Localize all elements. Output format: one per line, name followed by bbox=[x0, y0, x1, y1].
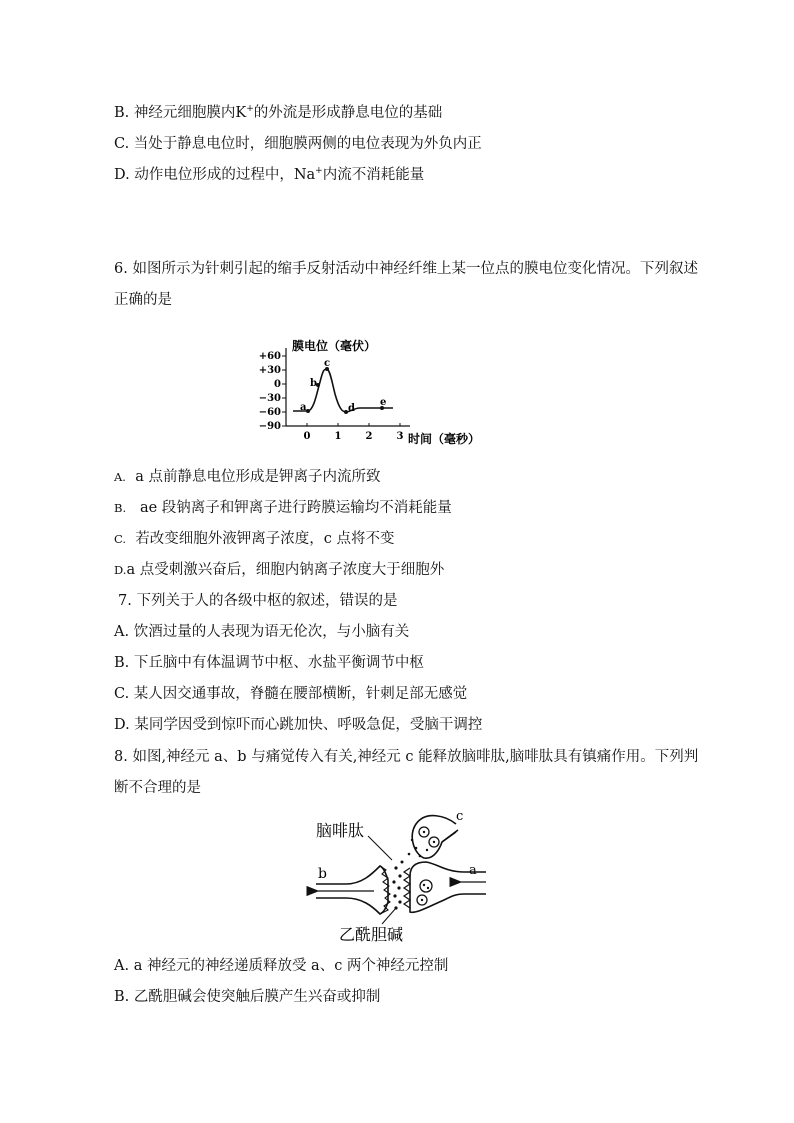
graph-label-d: d bbox=[348, 403, 355, 414]
graph-label-a: a bbox=[300, 402, 307, 413]
q6-option-b bbox=[114, 498, 452, 518]
q5-option-d-text: D. 动作电位形成的过程中，Na bbox=[114, 167, 316, 183]
q6-option-d-text: a 点受刺激兴奋后，细胞内钠离子浓度大于细胞外 bbox=[126, 562, 445, 578]
presynaptic-membrane bbox=[404, 868, 410, 908]
neurotransmitter-dots bbox=[392, 861, 403, 910]
graph-y-tick: −90 bbox=[258, 421, 281, 432]
q5-option-b-text: B. 神经元细胞膜内K bbox=[114, 105, 247, 121]
enkephalin-pointer bbox=[368, 836, 392, 860]
q6-option-a bbox=[114, 467, 380, 487]
graph-y-tick: −30 bbox=[258, 393, 281, 404]
q5-option-b-text-end: 的外流是形成静息电位的基础 bbox=[253, 105, 443, 121]
q6-option-d bbox=[114, 560, 444, 580]
q6-option-d-letter: D. bbox=[114, 563, 127, 577]
membrane-potential-curve bbox=[293, 369, 393, 412]
q6-option-a-letter: A. bbox=[114, 470, 126, 484]
q5-option-d bbox=[114, 165, 424, 185]
neuron-c-label: c bbox=[456, 809, 464, 824]
graph-y-tick: 0 bbox=[274, 379, 281, 390]
graph-x-title: 时间（毫秒） bbox=[408, 432, 481, 446]
q8-stem-line2: 断不合理的是 bbox=[114, 780, 201, 796]
q6-option-c-letter: C. bbox=[114, 532, 127, 546]
q5-option-c: C. 当处于静息电位时，细胞膜两侧的电位表现为外负内正 bbox=[114, 136, 482, 152]
q8-option-b: B. 乙酰胆碱会使突触后膜产生兴奋或抑制 bbox=[114, 989, 381, 1005]
graph-y-tick: +60 bbox=[258, 351, 281, 362]
q7-option-a: A. 饮酒过量的人表现为语无伦次，与小脑有关 bbox=[114, 624, 410, 640]
q7-option-b: B. 下丘脑中有体温调节中枢、水盐平衡调节中枢 bbox=[114, 655, 424, 671]
membrane-potential-graph bbox=[250, 332, 520, 450]
q6-option-b-text: ae 段钠离子和钾离子进行跨膜运输均不消耗能量 bbox=[139, 500, 452, 516]
neuron-a-label: a bbox=[469, 863, 477, 878]
q6-option-c bbox=[114, 529, 395, 549]
graph-x-tick: 2 bbox=[365, 431, 373, 442]
q5-option-d-sup: + bbox=[315, 166, 323, 177]
graph-label-c: c bbox=[324, 358, 331, 369]
q5-option-b-sup: + bbox=[246, 104, 254, 115]
q6-stem-line1: 6. 如图所示为针刺引起的缩手反射活动中神经纤维上某一位点的膜电位变化情况。下列叙述 bbox=[114, 261, 698, 277]
vesicle bbox=[420, 880, 432, 892]
graph-y-title: 膜电位（毫伏） bbox=[292, 339, 377, 353]
graph-y-tick: +30 bbox=[258, 365, 281, 376]
graph-x-tick: 1 bbox=[334, 431, 342, 442]
q8-option-a: A. a 神经元的神经递质释放受 a、c 两个神经元控制 bbox=[114, 958, 449, 974]
q7-option-c: C. 某人因交通事故，脊髓在腰部横断，针刺足部无感觉 bbox=[114, 686, 468, 702]
graph-label-e: e bbox=[380, 397, 387, 408]
graph-y-tick: −60 bbox=[258, 407, 281, 418]
graph-x-tick: 3 bbox=[396, 431, 404, 442]
graph-x-tick: 0 bbox=[303, 431, 311, 442]
q5-option-b bbox=[114, 103, 442, 123]
acetylcholine-label: 乙酰胆碱 bbox=[339, 925, 404, 944]
q5-option-d-text-end: 内流不消耗能量 bbox=[322, 167, 425, 183]
enkephalin-label: 脑啡肽 bbox=[316, 821, 365, 840]
q6-option-b-letter: B. bbox=[114, 501, 127, 515]
q7-stem: 7. 下列关于人的各级中枢的叙述，错误的是 bbox=[118, 593, 398, 609]
graph-point-a bbox=[306, 409, 310, 413]
q6-option-c-text: 若改变细胞外液钾离子浓度，c 点将不变 bbox=[135, 531, 395, 547]
synapse-diagram bbox=[306, 802, 496, 946]
neuron-b-label: b bbox=[318, 866, 327, 882]
q8-stem-line1: 8. 如图,神经元 a、b 与痛觉传入有关,神经元 c 能释放脑啡肽,脑啡肽具有镇痛作用。下列判 bbox=[114, 749, 699, 765]
q6-option-a-text: a 点前静息电位形成是钾离子内流所致 bbox=[135, 469, 381, 485]
graph-label-b: b bbox=[310, 378, 317, 389]
q7-option-d: D. 某同学因受到惊吓而心跳加快、呼吸急促，受脑干调控 bbox=[114, 717, 483, 733]
q6-stem-line2: 正确的是 bbox=[114, 292, 172, 308]
